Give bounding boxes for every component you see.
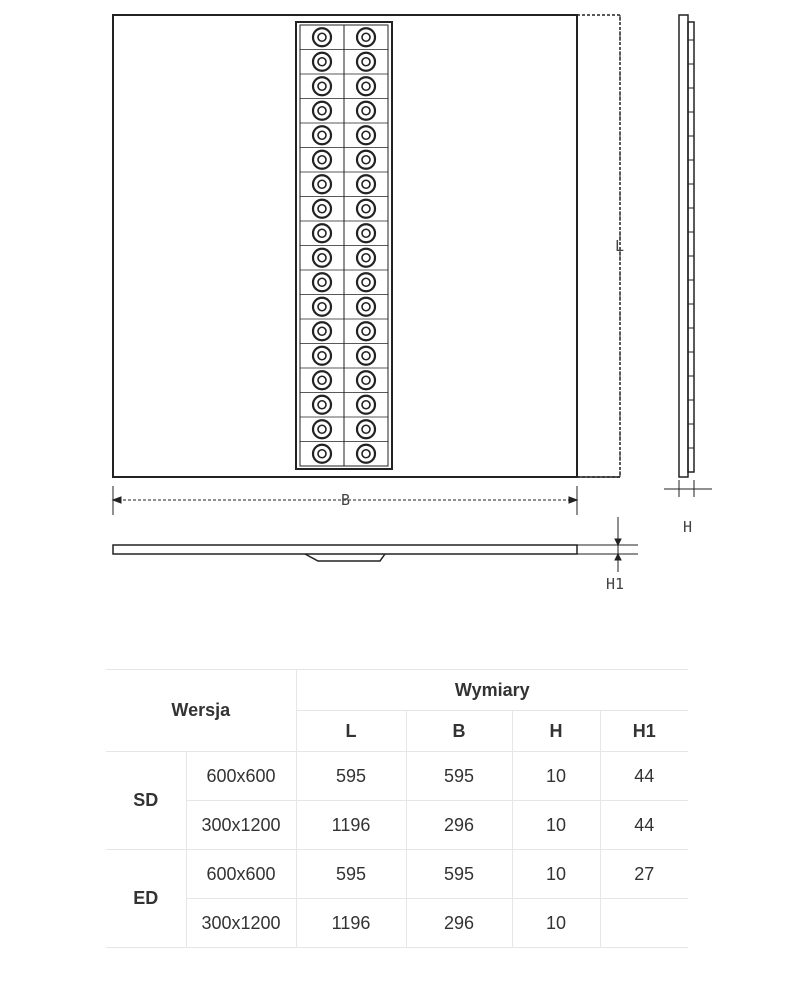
led-lens bbox=[357, 445, 375, 463]
led-chip bbox=[362, 131, 370, 139]
b-cell: 296 bbox=[406, 801, 512, 850]
led-chip bbox=[362, 327, 370, 335]
h-cell: 10 bbox=[512, 899, 600, 948]
version-header: Wersja bbox=[106, 670, 296, 752]
led-lens bbox=[313, 28, 331, 46]
table-row bbox=[106, 752, 688, 801]
h1-cell: 44 bbox=[600, 752, 688, 801]
led-chip bbox=[362, 278, 370, 286]
h1-cell: 44 bbox=[600, 801, 688, 850]
table-row bbox=[106, 801, 688, 850]
l-cell: 595 bbox=[296, 850, 406, 899]
led-chip bbox=[362, 180, 370, 188]
led-chip bbox=[318, 401, 326, 409]
l-cell: 1196 bbox=[296, 801, 406, 850]
led-lens bbox=[357, 151, 375, 169]
led-chip bbox=[362, 58, 370, 66]
led-lens bbox=[313, 126, 331, 144]
led-lens bbox=[357, 126, 375, 144]
table-row bbox=[106, 850, 688, 899]
led-lens bbox=[313, 175, 331, 193]
led-chip bbox=[362, 254, 370, 262]
size-cell: 300x1200 bbox=[186, 899, 296, 948]
led-chip bbox=[318, 327, 326, 335]
led-lens bbox=[313, 151, 331, 169]
led-lens bbox=[357, 273, 375, 291]
led-lens bbox=[357, 420, 375, 438]
h-cell: 10 bbox=[512, 850, 600, 899]
led-lens bbox=[357, 371, 375, 389]
led-lens bbox=[313, 322, 331, 340]
dimensions-table bbox=[106, 669, 688, 948]
b-cell: 595 bbox=[406, 752, 512, 801]
led-chip bbox=[362, 33, 370, 41]
led-chip bbox=[318, 254, 326, 262]
dimension-b-label: B bbox=[341, 491, 351, 509]
version-sd: SD bbox=[106, 752, 186, 850]
led-lens bbox=[313, 77, 331, 95]
led-lens bbox=[357, 224, 375, 242]
led-lens bbox=[357, 396, 375, 414]
dimension-h-label: H bbox=[683, 518, 693, 536]
led-lens bbox=[313, 273, 331, 291]
led-chip bbox=[362, 229, 370, 237]
h-cell: 10 bbox=[512, 752, 600, 801]
led-chip bbox=[318, 33, 326, 41]
led-lens bbox=[313, 102, 331, 120]
led-chip bbox=[318, 352, 326, 360]
led-chip bbox=[318, 278, 326, 286]
size-cell: 300x1200 bbox=[186, 801, 296, 850]
led-lens bbox=[357, 200, 375, 218]
led-lens bbox=[313, 420, 331, 438]
led-lens bbox=[357, 347, 375, 365]
size-cell: 600x600 bbox=[186, 752, 296, 801]
led-chip bbox=[318, 82, 326, 90]
led-lens bbox=[313, 200, 331, 218]
led-lens bbox=[313, 298, 331, 316]
column-header-h: H bbox=[512, 711, 600, 752]
led-chip bbox=[318, 376, 326, 384]
panel-front-view bbox=[113, 15, 577, 477]
h-cell: 10 bbox=[512, 801, 600, 850]
panel-bottom-view bbox=[113, 517, 638, 572]
led-chip bbox=[362, 82, 370, 90]
led-chip bbox=[318, 58, 326, 66]
column-header-b: B bbox=[406, 711, 512, 752]
led-chip bbox=[318, 107, 326, 115]
led-chip bbox=[362, 156, 370, 164]
led-chip bbox=[318, 180, 326, 188]
panel-side-view bbox=[664, 15, 712, 497]
led-chip bbox=[362, 205, 370, 213]
led-chip bbox=[318, 450, 326, 458]
h1-cell: 27 bbox=[600, 850, 688, 899]
version-ed: ED bbox=[106, 850, 186, 948]
led-lens bbox=[313, 347, 331, 365]
dimension-h1-label: H1 bbox=[606, 575, 625, 593]
led-chip bbox=[318, 205, 326, 213]
led-lens bbox=[357, 53, 375, 71]
led-lens bbox=[313, 371, 331, 389]
led-chip bbox=[362, 425, 370, 433]
dimension-l-label: L bbox=[615, 237, 625, 255]
led-chip bbox=[318, 131, 326, 139]
led-lens bbox=[357, 249, 375, 267]
b-cell: 296 bbox=[406, 899, 512, 948]
led-lens bbox=[357, 298, 375, 316]
led-lens bbox=[357, 175, 375, 193]
l-cell: 1196 bbox=[296, 899, 406, 948]
led-chip bbox=[362, 107, 370, 115]
b-cell: 595 bbox=[406, 850, 512, 899]
column-header-h1: H1 bbox=[600, 711, 688, 752]
led-lens bbox=[357, 102, 375, 120]
led-lens bbox=[357, 322, 375, 340]
led-module bbox=[296, 22, 392, 469]
led-chip bbox=[318, 156, 326, 164]
led-chip bbox=[318, 425, 326, 433]
led-chip bbox=[362, 401, 370, 409]
led-chip bbox=[362, 303, 370, 311]
led-chip bbox=[318, 229, 326, 237]
column-header-l: L bbox=[296, 711, 406, 752]
led-chip bbox=[362, 352, 370, 360]
led-lens bbox=[313, 249, 331, 267]
led-lens bbox=[313, 396, 331, 414]
led-lens bbox=[357, 77, 375, 95]
table-row bbox=[106, 899, 688, 948]
led-lens bbox=[313, 224, 331, 242]
led-lens bbox=[313, 445, 331, 463]
size-cell: 600x600 bbox=[186, 850, 296, 899]
h1-cell bbox=[600, 899, 688, 948]
led-lens bbox=[357, 28, 375, 46]
led-lens bbox=[313, 53, 331, 71]
led-chip bbox=[362, 376, 370, 384]
l-cell: 595 bbox=[296, 752, 406, 801]
led-chip bbox=[318, 303, 326, 311]
dimensions-header: Wymiary bbox=[296, 670, 688, 711]
led-chip bbox=[362, 450, 370, 458]
